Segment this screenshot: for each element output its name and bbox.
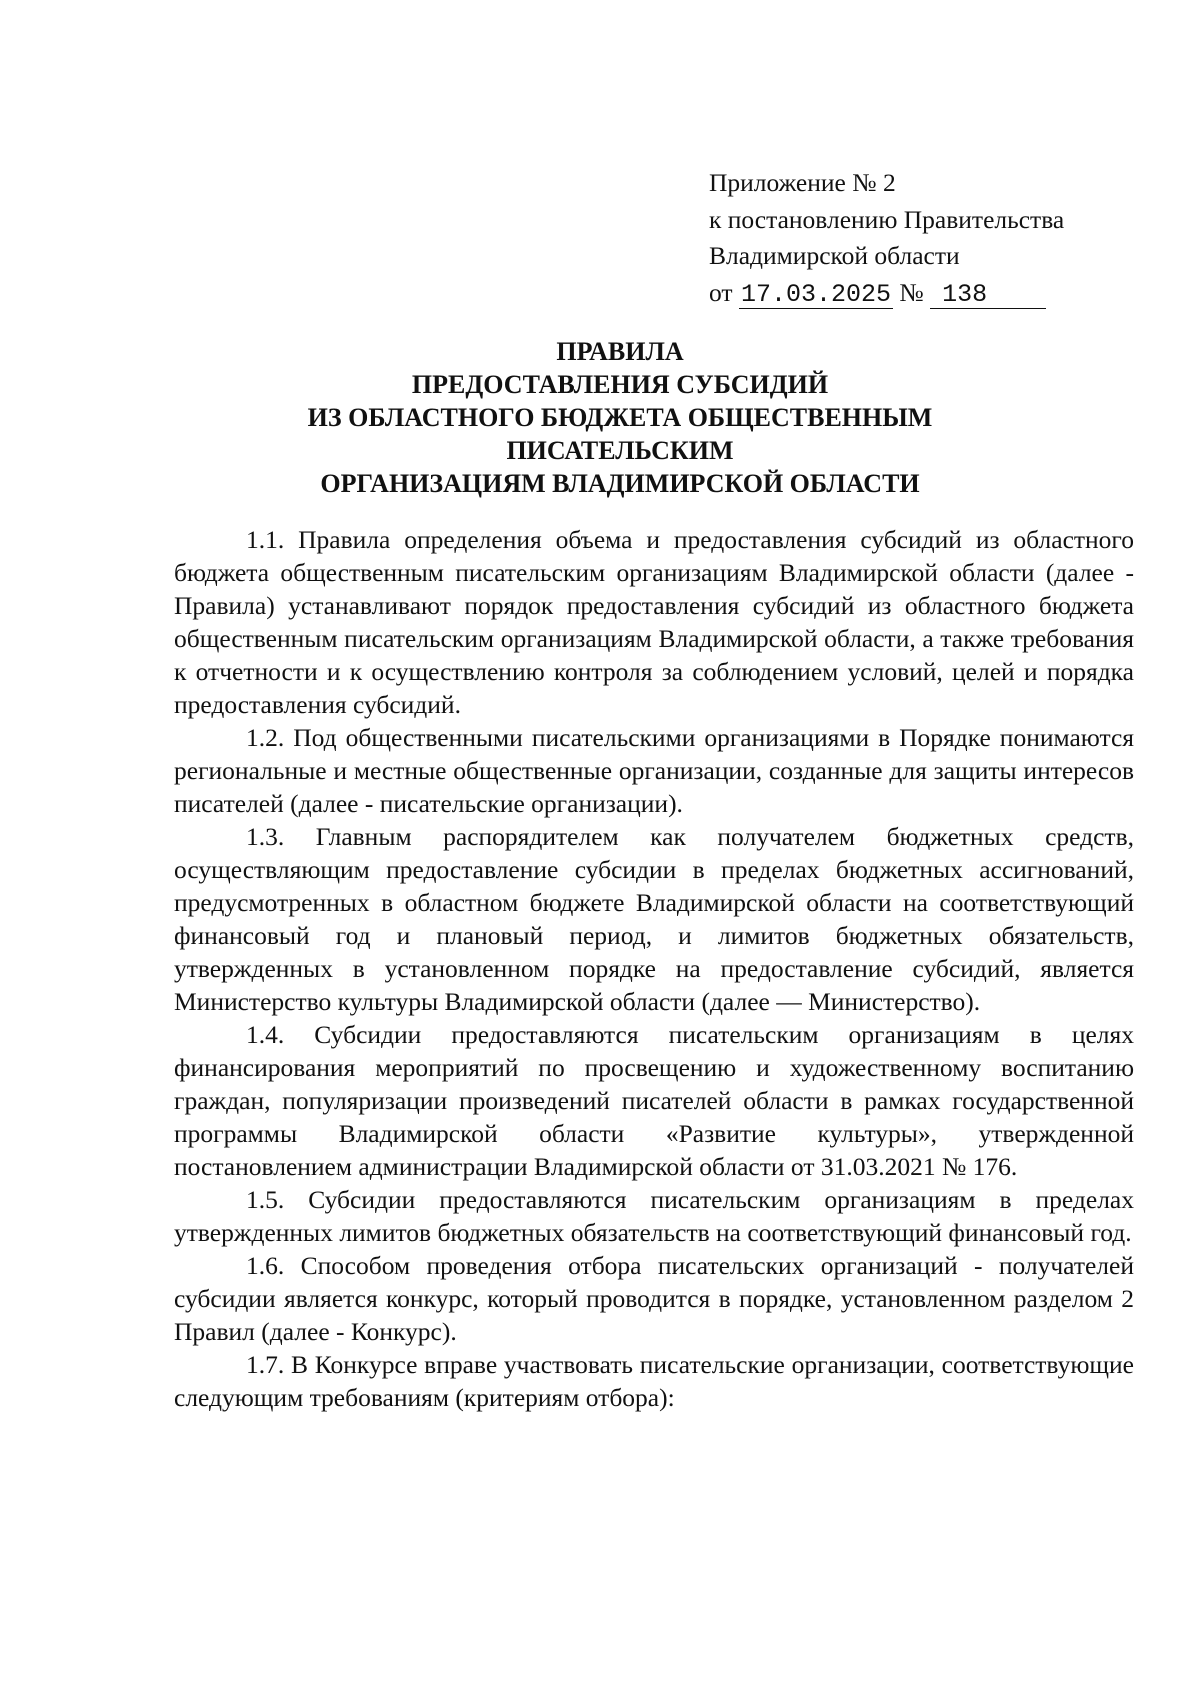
date-prefix: от <box>709 277 733 307</box>
document-body <box>174 523 1134 1414</box>
paragraph-1-5: 1.5. Субсидии предоставляются писательским организациям в пределах утвержденных лимитов бюджетных обязательств на соответствующий финансовый год. <box>174 1185 1134 1247</box>
appendix-block <box>709 165 1149 311</box>
paragraph-1-3: 1.3. Главным распорядителем как получателем бюджетных средств, осуществляющим предоставление субсидии в пределах бюджетных ассигнований, предусмотренных в областном бюджете Владимирской области на соответствующий финансовый год и плановый период, и лимитов бюджетных обязательств, утвержденных в установленном порядке на предоставление субсидий, является Министерство культуры Владимирской области (далее — Министерство). <box>174 822 1134 1016</box>
title-line-5: ОРГАНИЗАЦИЯМ ВЛАДИМИРСКОЙ ОБЛАСТИ <box>320 469 920 498</box>
paragraph-1-2: 1.2. Под общественными писательскими организациями в Порядке понимаются региональные и местные общественные организации, созданные для защиты интересов писателей (далее - писательские организации). <box>174 723 1134 818</box>
title-line-1: ПРАВИЛА <box>556 337 684 366</box>
appendix-line-2: к постановлению Правительства <box>709 204 1065 234</box>
appendix-date-line <box>709 275 1149 312</box>
appendix-line-3: Владимирской области <box>709 241 960 270</box>
paragraph-1-6: 1.6. Способом проведения отбора писательских организаций - получателей субсидии является конкурс, который проводится в порядке, установленном разделом 2 Правил (далее - Конкурс). <box>174 1251 1134 1346</box>
document-title <box>170 335 1070 500</box>
paragraph-1-4: 1.4. Субсидии предоставляются писательским организациям в целях финансирования мероприятий по просвещению и художественному воспитанию граждан, популяризации произведений писателей области в рамках государственной программы Владимирской области «Развитие культуры», утвержденной постановлением администрации Владимирской области от 31.03.2021 № 176. <box>174 1020 1134 1181</box>
appendix-line-1: Приложение № 2 <box>709 168 896 197</box>
title-line-3: ИЗ ОБЛАСТНОГО БЮДЖЕТА ОБЩЕСТВЕННЫМ <box>307 403 933 432</box>
title-line-4: ПИСАТЕЛЬСКИМ <box>506 436 734 465</box>
title-line-2: ПРЕДОСТАВЛЕНИЯ СУБСИДИЙ <box>411 370 829 399</box>
number-sign: № <box>899 277 924 307</box>
document-date: 17.03.2025 <box>740 279 891 309</box>
paragraph-1-1: 1.1. Правила определения объема и предоставления субсидий из областного бюджета общественным писательским организациям Владимирской области (далее - Правила) устанавливают порядок предоставления субсидий из областного бюджета общественным писательским организациям Владимирской области, а также требования к отчетности и к осуществлению контроля за соблюдением условий, целей и порядка предоставления субсидий. <box>174 525 1134 719</box>
document-number: 138 <box>930 282 1046 309</box>
paragraph-1-7: 1.7. В Конкурсе вправе участвовать писательские организации, соответствующие следующим требованиям (критериям отбора): <box>174 1350 1134 1412</box>
